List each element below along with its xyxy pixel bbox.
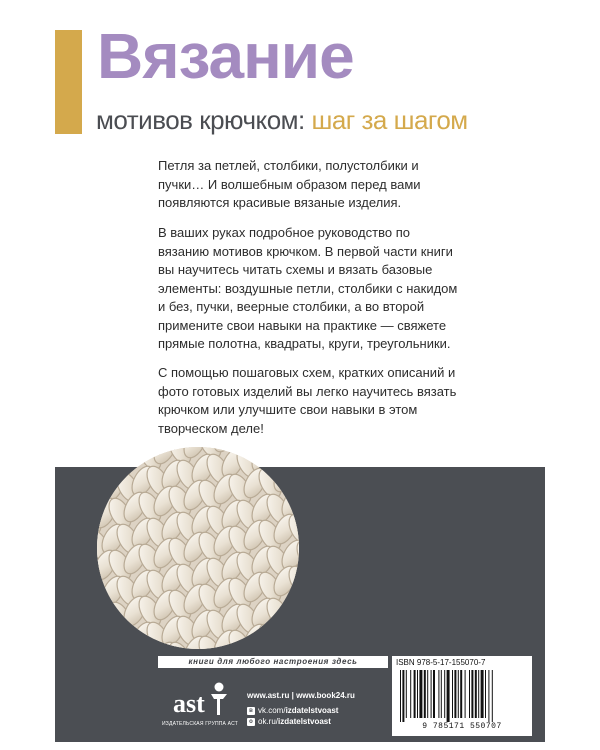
website-links[interactable]: www.ast.ru | www.book24.ru xyxy=(247,691,355,700)
gold-accent-bar xyxy=(55,30,82,134)
vk-link[interactable] xyxy=(247,705,397,716)
publisher-links xyxy=(247,690,397,727)
isbn-number: ISBN 978-5-17-155070-7 xyxy=(396,658,486,667)
subtitle-part-1: мотивов крючком: xyxy=(96,105,305,135)
publisher-name: ИЗДАТЕЛЬСКАЯ ГРУППА АСТ xyxy=(162,721,238,727)
isbn-barcode-box xyxy=(392,656,532,736)
slogan-strip: книги для любого настроения здесь xyxy=(158,656,388,668)
barcode-digits: 9 785171 550707 xyxy=(422,722,502,731)
odnoklassniki-icon: о xyxy=(247,718,255,726)
vk-prefix: vk.com/ xyxy=(258,706,286,715)
book-title: Вязание xyxy=(97,20,354,92)
ok-link[interactable] xyxy=(247,716,397,727)
description-paragraph-3: С помощью пошаговых схем, кратких описаний и фото готовых изделий вы легко научитесь вязать крючком или улучшите свои навыки в этом творческом деле! xyxy=(158,365,457,436)
description-paragraph-2: В ваших руках подробное руководство по вязанию мотивов крючком. В первой части книги вы научитесь читать схемы и вязать базовые элементы: воздушные петли, столбики с накидом и без, пучки, веерные столбики, а во второй примените свои навыки на практике — свяжете прямые полотна, квадраты, круги, треугольники. xyxy=(158,225,458,351)
ok-prefix: ok.ru/ xyxy=(258,717,279,726)
description-paragraph-1: Петля за петлей, столбики, полустолбики и пучки… И волшебным образом перед вами появляются красивые вязаные изделия. xyxy=(158,158,421,210)
book-subtitle xyxy=(96,104,468,136)
ast-logo-letters: ast xyxy=(173,689,205,718)
barcode-icon xyxy=(398,670,526,722)
vk-handle: izdatelstvoast xyxy=(285,706,339,715)
chunky-knit-photo xyxy=(97,447,299,649)
subtitle-part-2: шаг за шагом xyxy=(311,105,468,135)
ok-handle: izdatelstvoast xyxy=(278,717,331,726)
vk-icon: в xyxy=(247,707,255,715)
